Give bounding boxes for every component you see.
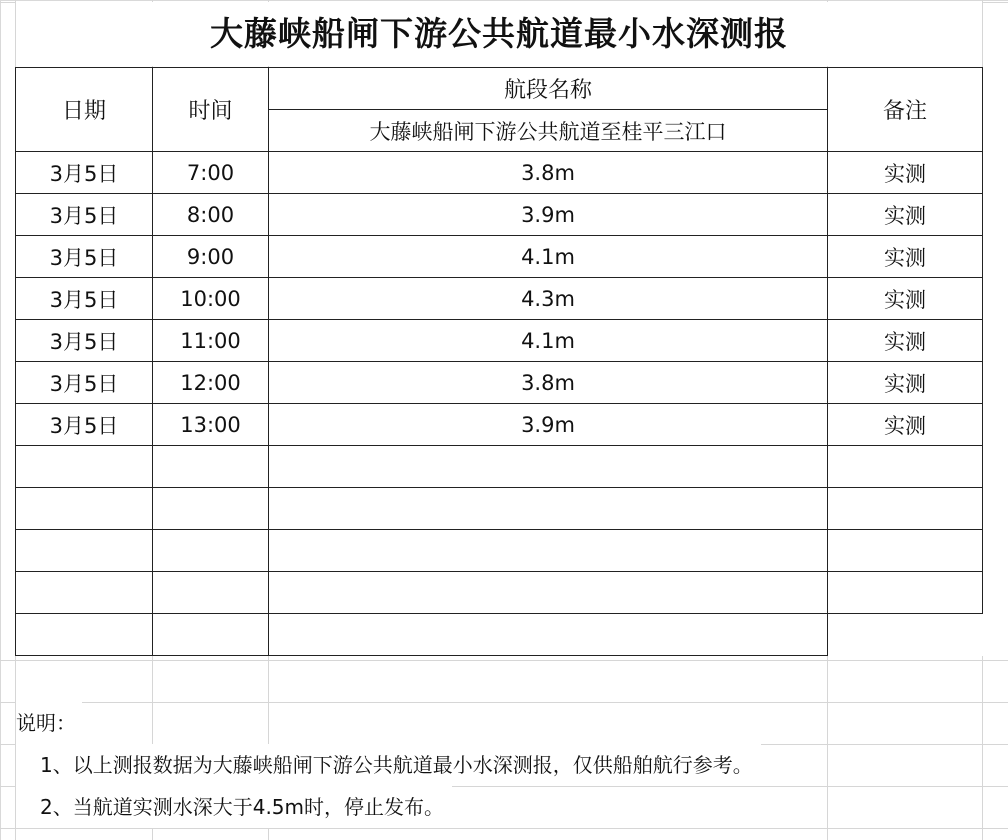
cell-depth: 3.9m bbox=[269, 404, 828, 446]
empty-cell bbox=[153, 446, 269, 488]
cell-date: 3月5日 bbox=[16, 278, 153, 320]
cell-date: 3月5日 bbox=[16, 404, 153, 446]
header-segment-name: 大藤峡船闸下游公共航道至桂平三江口 bbox=[269, 110, 828, 152]
empty-table-row bbox=[16, 572, 983, 614]
table-row bbox=[16, 236, 983, 278]
empty-cell bbox=[269, 488, 828, 530]
table-header-row bbox=[16, 68, 983, 110]
cell-depth: 3.8m bbox=[269, 152, 828, 194]
cell-depth: 4.1m bbox=[269, 236, 828, 278]
cell-time: 13:00 bbox=[153, 404, 269, 446]
header-date: 日期 bbox=[16, 68, 153, 152]
table-row bbox=[16, 278, 983, 320]
cell-remark: 实测 bbox=[828, 236, 983, 278]
table-row bbox=[16, 152, 983, 194]
empty-cell bbox=[828, 446, 983, 488]
gridline bbox=[0, 702, 1008, 703]
cell-time: 10:00 bbox=[153, 278, 269, 320]
header-segment-group: 航段名称 bbox=[269, 68, 828, 110]
empty-table-row bbox=[16, 488, 983, 530]
empty-cell bbox=[153, 530, 269, 572]
gridline bbox=[0, 660, 1008, 661]
empty-cell bbox=[269, 572, 828, 614]
cell-date: 3月5日 bbox=[16, 236, 153, 278]
cell-remark: 实测 bbox=[828, 152, 983, 194]
cell-date: 3月5日 bbox=[16, 194, 153, 236]
table-row bbox=[16, 194, 983, 236]
empty-cell bbox=[828, 572, 983, 614]
cell-depth: 3.8m bbox=[269, 362, 828, 404]
gridline bbox=[0, 828, 1008, 829]
cell-date: 3月5日 bbox=[16, 320, 153, 362]
empty-cell bbox=[16, 446, 153, 488]
page-title: 大藤峡船闸下游公共航道最小水深测报 bbox=[16, 2, 982, 66]
empty-cell bbox=[16, 530, 153, 572]
empty-cell bbox=[153, 488, 269, 530]
empty-cell bbox=[16, 614, 153, 656]
cell-depth: 3.9m bbox=[269, 194, 828, 236]
cell-remark: 实测 bbox=[828, 278, 983, 320]
empty-cell bbox=[269, 530, 828, 572]
cell-time: 7:00 bbox=[153, 152, 269, 194]
header-remark: 备注 bbox=[828, 68, 983, 152]
empty-cell bbox=[269, 446, 828, 488]
cell-remark: 实测 bbox=[828, 320, 983, 362]
notes-title: 说明： bbox=[16, 702, 82, 744]
note-item: 2、当航道实测水深大于4.5m时，停止发布。 bbox=[16, 786, 452, 828]
cell-time: 12:00 bbox=[153, 362, 269, 404]
depth-report-table bbox=[15, 67, 983, 656]
cell-remark: 实测 bbox=[828, 404, 983, 446]
cell-time: 11:00 bbox=[153, 320, 269, 362]
empty-cell bbox=[153, 614, 269, 656]
table-row bbox=[16, 320, 983, 362]
cell-depth: 4.3m bbox=[269, 278, 828, 320]
empty-cell bbox=[828, 488, 983, 530]
table-row bbox=[16, 404, 983, 446]
empty-table-row bbox=[16, 446, 983, 488]
empty-cell bbox=[828, 530, 983, 572]
empty-cell bbox=[153, 572, 269, 614]
note-item: 1、以上测报数据为大藤峡船闸下游公共航道最小水深测报，仅供船舶航行参考。 bbox=[16, 744, 761, 786]
header-time: 时间 bbox=[153, 68, 269, 152]
empty-cell bbox=[269, 614, 828, 656]
empty-table-row bbox=[16, 530, 983, 572]
cell-date: 3月5日 bbox=[16, 152, 153, 194]
empty-table-row bbox=[16, 614, 983, 656]
cell-time: 9:00 bbox=[153, 236, 269, 278]
cell-remark: 实测 bbox=[828, 362, 983, 404]
cell-remark: 实测 bbox=[828, 194, 983, 236]
table-row bbox=[16, 362, 983, 404]
empty-cell bbox=[16, 572, 153, 614]
cell-date: 3月5日 bbox=[16, 362, 153, 404]
cell-depth: 4.1m bbox=[269, 320, 828, 362]
empty-cell bbox=[828, 614, 983, 656]
empty-cell bbox=[16, 488, 153, 530]
cell-time: 8:00 bbox=[153, 194, 269, 236]
